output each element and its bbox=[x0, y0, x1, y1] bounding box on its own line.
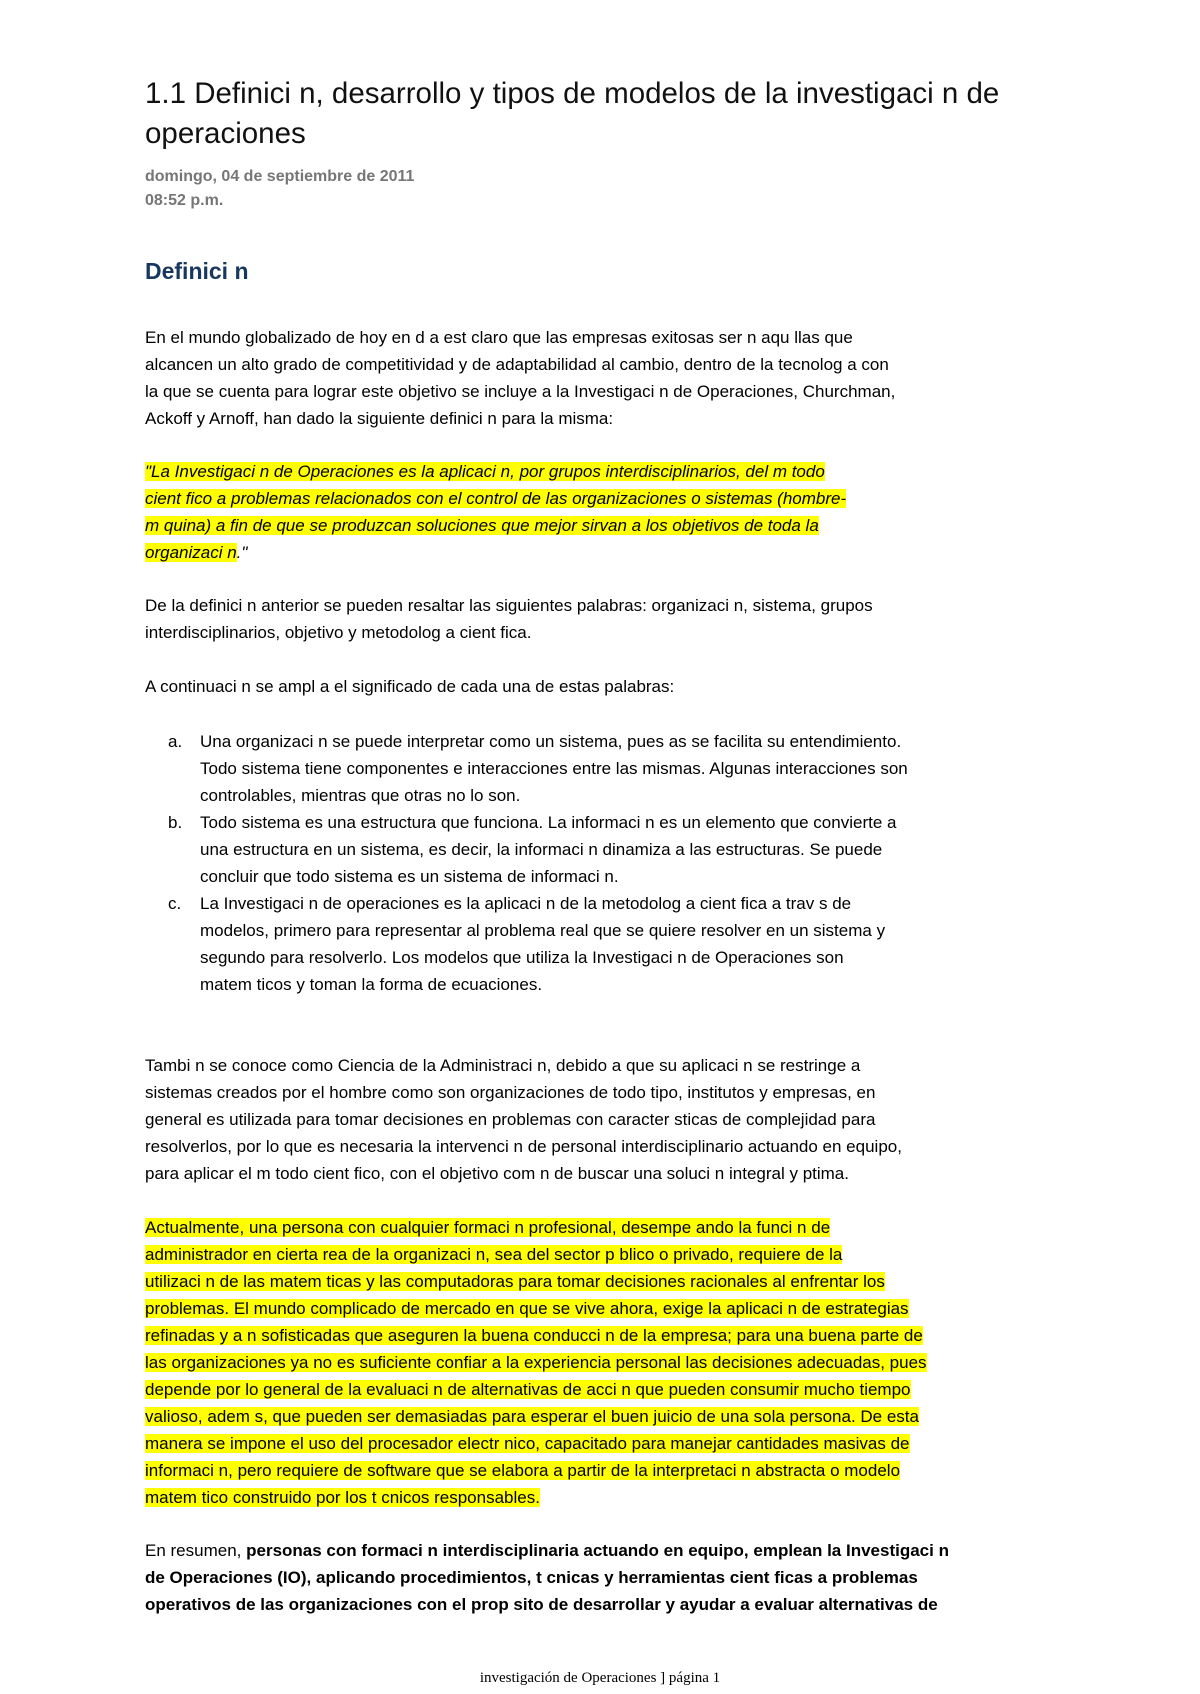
list-marker: a. bbox=[168, 732, 183, 751]
text-line: La Investigaci n de operaciones es la aplicaci n de la metodolog a cient fica a trav s de bbox=[200, 894, 852, 913]
text-line: la que se cuenta para lograr este objetivo se incluye a la Investigaci n de Operaciones, Churchman, bbox=[145, 382, 896, 401]
paragraph-highlighted bbox=[145, 1214, 1085, 1511]
paragraph-summary bbox=[145, 1537, 1085, 1618]
text-line: De la definici n anterior se pueden resaltar las siguientes palabras: organizaci n, sistema, grupos bbox=[145, 596, 873, 615]
quote-line: cient fico a problemas relacionados con el control de las organizaciones o sistemas (hombre- bbox=[145, 489, 847, 508]
text-line: matem ticos y toman la forma de ecuaciones. bbox=[200, 975, 543, 994]
highlighted-line: administrador en cierta rea de la organizaci n, sea del sector p blico o privado, requiere de la bbox=[145, 1245, 843, 1264]
quote-line: "La Investigaci n de Operaciones es la aplicaci n, por grupos interdisciplinarios, del m todo bbox=[145, 462, 825, 481]
text-line: modelos, primero para representar al problema real que se quiere resolver en un sistema y bbox=[200, 921, 886, 940]
quote-line: m quina) a fin de que se produzcan soluciones que mejor sirvan a los objetivos de toda la bbox=[145, 516, 819, 535]
text-line: general es utilizada para tomar decisiones en problemas con caracter sticas de complejidad para bbox=[145, 1110, 876, 1129]
summary-bold: de Operaciones (IO), aplicando procedimientos, t cnicas y herramientas cient ficas a problemas bbox=[145, 1568, 918, 1587]
text-line: Una organizaci n se puede interpretar como un sistema, pues as se facilita su entendimiento. bbox=[200, 732, 902, 751]
paragraph-intro-list bbox=[145, 673, 1085, 700]
text-line: controlables, mientras que otras no lo son. bbox=[200, 786, 521, 805]
text-line: Todo sistema tiene componentes e interacciones entre las mismas. Algunas interacciones son bbox=[200, 759, 908, 778]
note-date: domingo, 04 de septiembre de 2011 bbox=[145, 168, 415, 185]
highlighted-line: matem tico construido por los t cnicos responsables. bbox=[145, 1488, 540, 1507]
text-line: Tambi n se conoce como Ciencia de la Administraci n, debido a que su aplicaci n se restringe a bbox=[145, 1056, 861, 1075]
list-marker: b. bbox=[168, 813, 183, 832]
list-item bbox=[145, 809, 1085, 890]
summary-bold: operativos de las organizaciones con el prop sito de desarrollar y ayudar a evaluar alternativas de bbox=[145, 1595, 938, 1614]
paragraph-keywords bbox=[145, 592, 1085, 646]
text-line: Todo sistema es una estructura que funciona. La informaci n es un elemento que convierte a bbox=[200, 813, 897, 832]
highlighted-line: depende por lo general de la evaluaci n de alternativas de acci n que pueden consumir mucho tiempo bbox=[145, 1380, 911, 1399]
highlighted-line: las organizaciones ya no es suficiente confiar a la experiencia personal las decisiones adecuadas, pues bbox=[145, 1353, 927, 1372]
list-marker: c. bbox=[168, 894, 182, 913]
highlighted-line: manera se impone el uso del procesador electr nico, capacitado para manejar cantidades masivas de bbox=[145, 1434, 910, 1453]
list-item bbox=[145, 890, 1085, 998]
quote-end: ." bbox=[236, 543, 248, 562]
paragraph-intro bbox=[145, 324, 1085, 432]
page-title: 1.1 Definici n, desarrollo y tipos de modelos de la investigaci n de operaciones bbox=[145, 77, 1000, 150]
list-item bbox=[145, 728, 1085, 809]
highlighted-line: valioso, adem s, que pueden ser demasiadas para esperar el buen juicio de una sola persona. De esta bbox=[145, 1407, 919, 1426]
text-line: concluir que todo sistema es un sistema de informaci n. bbox=[200, 867, 619, 886]
highlighted-line: informaci n, pero requiere de software que se elabora a partir de la interpretaci n abstracta o modelo bbox=[145, 1461, 901, 1480]
paragraph-administration bbox=[145, 1052, 1085, 1187]
text-line: interdisciplinarios, objetivo y metodolog a cient fica. bbox=[145, 623, 532, 642]
highlighted-line: refinadas y a n sofisticadas que aseguren la buena conducci n de la empresa; para una buena parte de bbox=[145, 1326, 923, 1345]
highlighted-line: problemas. El mundo complicado de mercado en que se vive ahora, exige la aplicaci n de estrategias bbox=[145, 1299, 909, 1318]
text-line: sistemas creados por el hombre como son organizaciones de todo tipo, institutos y empresas, en bbox=[145, 1083, 876, 1102]
summary-bold: personas con formaci n interdisciplinaria actuando en equipo, emplean la Investigaci n bbox=[246, 1541, 949, 1560]
text-line: segundo para resolverlo. Los modelos que utiliza la Investigaci n de Operaciones son bbox=[200, 948, 844, 967]
note-time: 08:52 p.m. bbox=[145, 192, 224, 209]
note-timestamp bbox=[145, 165, 414, 213]
definition-quote bbox=[145, 458, 1085, 566]
summary-lead: En resumen, bbox=[145, 1541, 247, 1560]
highlighted-line: utilizaci n de las matem ticas y las computadoras para tomar decisiones racionales al enfrentar los bbox=[145, 1272, 885, 1291]
text-line: alcancen un alto grado de competitividad y de adaptabilidad al cambio, dentro de la tecnolog a con bbox=[145, 355, 889, 374]
text-line: Ackoff y Arnoff, han dado la siguiente definici n para la misma: bbox=[145, 409, 614, 428]
definition-list bbox=[145, 728, 1085, 998]
highlighted-line: Actualmente, una persona con cualquier formaci n profesional, desempe ando la funci n de bbox=[145, 1218, 831, 1237]
text-line: una estructura en un sistema, es decir, la informaci n dinamiza a las estructuras. Se puede bbox=[200, 840, 883, 859]
text-line: para aplicar el m todo cient fico, con el objetivo com n de buscar una soluci n integral y ptima. bbox=[145, 1164, 849, 1183]
page-footer: investigación de Operaciones ] página 1 bbox=[479, 1670, 721, 1686]
text-line: resolverlos, por lo que es necesaria la intervenci n de personal interdisciplinario actuando en equipo, bbox=[145, 1137, 902, 1156]
text-line: A continuaci n se ampl a el significado de cada una de estas palabras: bbox=[145, 677, 675, 696]
text-line: En el mundo globalizado de hoy en d a est claro que las empresas exitosas ser n aqu llas que bbox=[145, 328, 853, 347]
quote-line: organizaci n bbox=[145, 543, 237, 562]
section-heading: Definici n bbox=[145, 258, 249, 284]
